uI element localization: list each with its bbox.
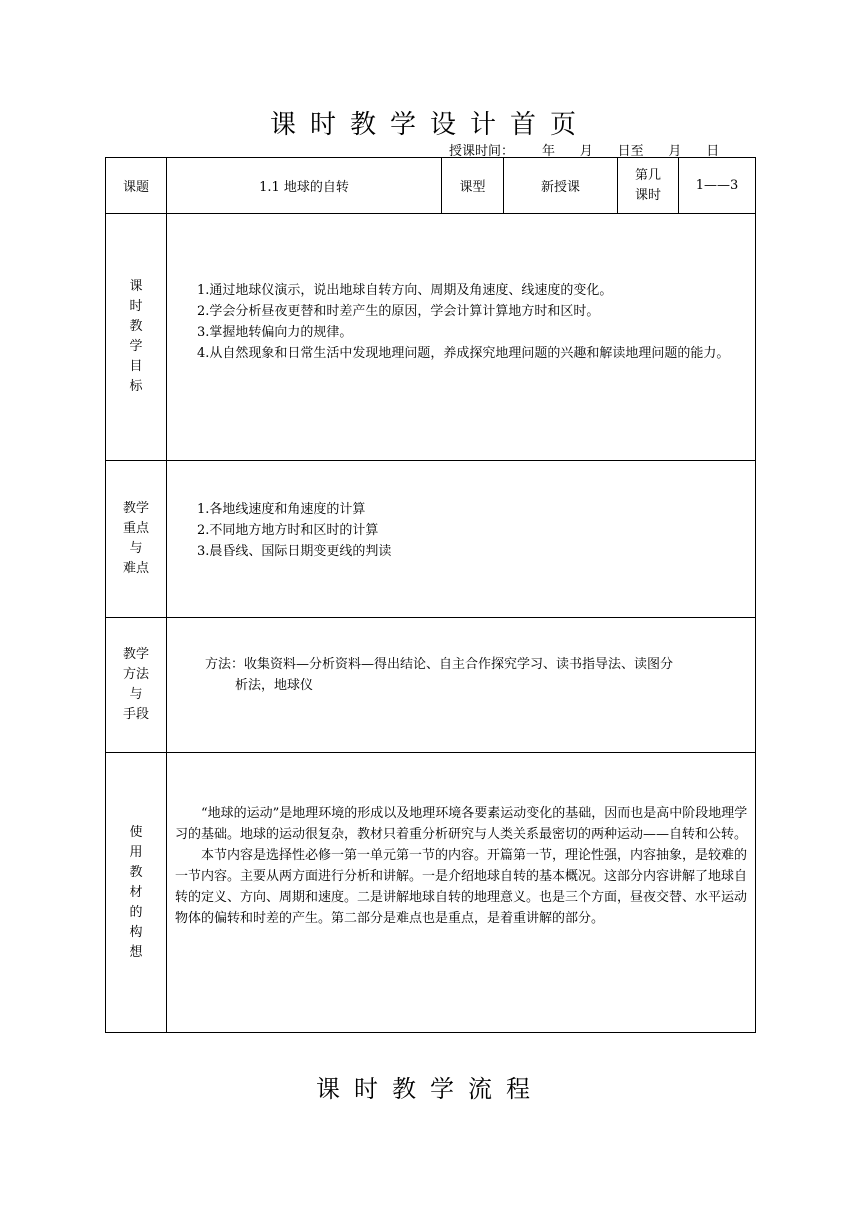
label-char: 教 — [129, 319, 143, 334]
objectives-content — [167, 214, 756, 461]
topic-value: 1.1 地球的自转 — [167, 158, 442, 214]
textbook-row — [106, 753, 756, 1033]
textbook-content — [167, 753, 756, 1033]
lesson-design-table — [105, 157, 756, 1033]
label-line: 教学 — [122, 647, 149, 662]
methods-line: 方法：收集资料—分析资料—得出结论、自主合作探究学习、读书指导法、读图分 — [205, 657, 674, 672]
objective-item: 2.学会分析昼夜更替和时差产生的原因，学会计算计算地方时和区时。 — [197, 304, 600, 319]
lesson-type-label: 课型 — [442, 158, 504, 214]
keypoint-item: 2.不同地方地方时和区时的计算 — [197, 523, 379, 538]
label-char: 的 — [129, 904, 143, 920]
label-char: 时 — [129, 299, 143, 314]
label-line: 重点 — [122, 521, 149, 536]
textbook-paragraph: 本节内容是选择性必修一第一单元第一节的内容。开篇第一节，理论性强，内容抽象，是较难的一节内容。主要从两方面进行分析和讲解。一是介绍地球自转的基本概况。这部分内容讲解了地球自转的定义、方向、周期和速度。二是讲解地球自转的地理意义。也是三个方面，昼夜交替、水平运动物体的偏转和时差的产生。第二部分是难点也是重点，是着重讲解的部分。 — [175, 848, 748, 926]
label-char: 课 — [129, 279, 143, 294]
label-char: 用 — [129, 844, 143, 860]
topic-label: 课题 — [106, 158, 167, 214]
keypoints-row — [106, 461, 756, 618]
methods-label — [106, 618, 167, 753]
page-title: 课时教学设计首页 — [269, 110, 590, 140]
objectives-row — [106, 214, 756, 461]
label-char: 学 — [129, 339, 143, 354]
keypoint-item: 1.各地线速度和角速度的计算 — [197, 502, 366, 517]
period-label-line: 第几 — [634, 167, 661, 183]
objective-item: 1.通过地球仪演示，说出地球自转方向、周期及角速度、线速度的变化。 — [197, 283, 613, 298]
methods-line: 析法，地球仪 — [235, 678, 314, 693]
keypoint-item: 3.晨昏线、国际日期变更线的判读 — [197, 544, 392, 559]
period-label-line: 课时 — [634, 187, 661, 203]
label-line: 难点 — [122, 561, 149, 576]
lesson-info-row — [106, 158, 756, 214]
label-line: 与 — [129, 687, 143, 702]
label-line: 与 — [129, 541, 143, 556]
label-line: 手段 — [122, 707, 149, 722]
period-label — [618, 158, 679, 214]
label-char: 教 — [129, 864, 143, 880]
methods-content — [167, 618, 756, 753]
period-value: 1——3 — [679, 158, 756, 214]
keypoints-content — [167, 461, 756, 618]
teaching-time-fields: 年 月 日至 月 日 — [542, 144, 720, 159]
label-char: 使 — [129, 824, 143, 840]
section-title: 课时教学流程 — [316, 1075, 544, 1103]
objective-item: 3.掌握地转偏向力的规律。 — [197, 325, 353, 340]
label-line: 方法 — [122, 667, 149, 682]
label-char: 目 — [129, 359, 143, 374]
objective-item: 4.从自然现象和日常生活中发现地理问题，养成探究地理问题的兴趣和解读地理问题的能力。 — [197, 346, 730, 361]
label-char: 材 — [129, 884, 143, 900]
label-char: 构 — [129, 924, 143, 940]
methods-row — [106, 618, 756, 753]
keypoints-label — [106, 461, 167, 618]
objectives-label — [106, 214, 167, 461]
label-line: 教学 — [122, 501, 149, 516]
label-char: 标 — [129, 379, 143, 394]
label-char: 想 — [129, 944, 143, 960]
lesson-type-value: 新授课 — [504, 158, 618, 214]
textbook-paragraph: “地球的运动”是地理环境的形成以及地理环境各要素运动变化的基础，因而也是高中阶段地理学习的基础。地球的运动很复杂，教材只着重分析研究与人类关系最密切的两种运动——自转和公转。 — [175, 806, 748, 842]
teaching-time-label: 授课时间： — [449, 144, 515, 159]
textbook-label — [106, 753, 167, 1033]
